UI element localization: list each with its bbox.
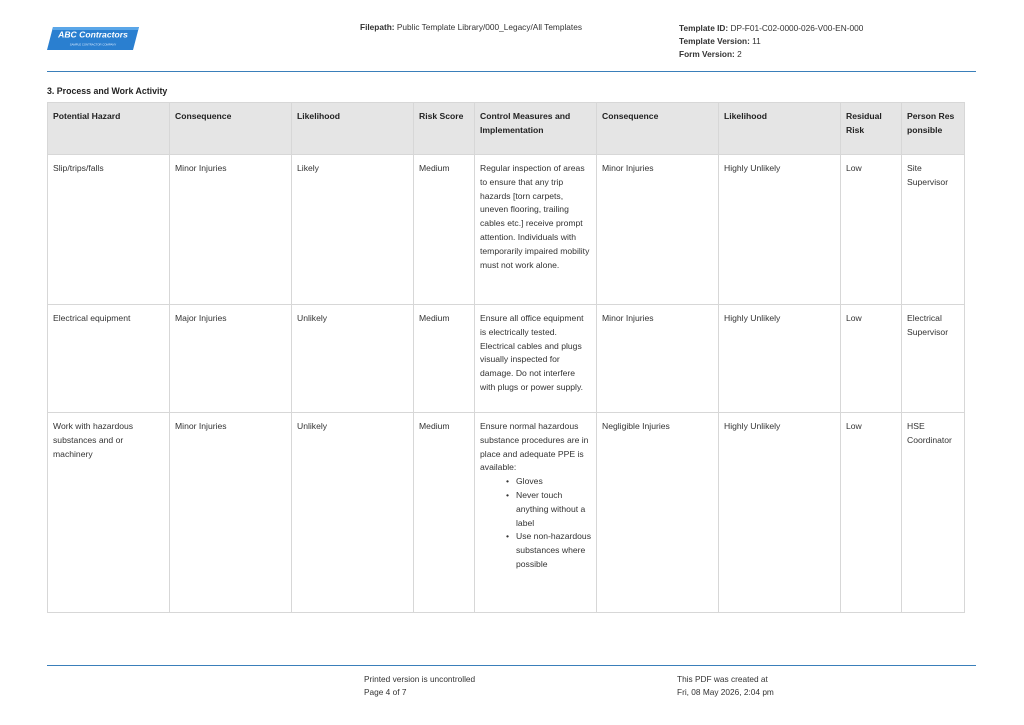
list-item: • Never touch anything without a label [516,489,591,530]
cell-likelihood: Likely [292,155,414,305]
page-number: Page 4 of 7 [364,687,407,697]
section-title: 3. Process and Work Activity [47,86,168,96]
cell-person-responsible: Electrical Supervisor [902,305,965,413]
logo-subtext: SAMPLE CONTRACTOR COMPANY [69,42,117,47]
cell-person-responsible: HSE Coordinator [902,413,965,613]
cell-risk-score: Medium [414,413,475,613]
company-logo [47,26,139,51]
template-id [679,22,863,35]
table-header-row [48,103,965,155]
cell-risk-score: Medium [414,305,475,413]
cell-hazard: Work with hazardous substances and or machinery [48,413,170,613]
cell-person-responsible: Site Supervisor [902,155,965,305]
cell-likelihood: Unlikely [292,305,414,413]
created-label: This PDF was created at [677,674,768,684]
cell-control-measures [475,413,597,613]
filepath-label: Filepath: [360,22,395,32]
cell-residual-risk: Low [841,305,902,413]
cell-residual-likelihood: Highly Unlikely [719,305,841,413]
cell-residual-likelihood: Highly Unlikely [719,413,841,613]
header-likelihood: Likelihood [292,103,414,155]
form-version-value: 2 [734,49,742,59]
ppe-list [480,475,591,572]
cell-control-measures: Ensure all office equipment is electrically tested. Electrical cables and plugs visually inspected for damage. Do not interfere with plugs or power supply. [475,305,597,413]
cell-residual-consequence: Minor Injuries [597,155,719,305]
header-consequence: Consequence [170,103,292,155]
template-id-label: Template ID: [679,23,729,33]
uncontrolled-notice: Printed version is uncontrolled [364,674,476,684]
table-row [48,413,965,613]
cell-control-measures: Regular inspection of areas to ensure that any trip hazards [torn carpets, uneven flooring, trailing cables etc.] receive prompt attention. Individuals with temporarily impaired mobility must not work alone. [475,155,597,305]
template-meta [679,22,863,61]
footer-divider [47,665,976,666]
cell-residual-consequence: Negligible Injuries [597,413,719,613]
header-control-measures: Control Measures and Implementation [475,103,597,155]
cell-consequence: Minor Injuries [170,413,292,613]
table-row [48,155,965,305]
header-risk-score: Risk Score [414,103,475,155]
cell-likelihood: Unlikely [292,413,414,613]
cell-hazard: Slip/trips/falls [48,155,170,305]
logo-text: ABC Contractors [58,29,128,40]
form-version [679,48,863,61]
control-measures-text: Ensure normal hazardous substance procedures are in place and adequate PPE is available: [480,421,589,473]
template-id-value: DP-F01-C02-0000-026-V00-EN-000 [728,23,864,33]
created-date: Fri, 08 May 2026, 2:04 pm [677,687,774,697]
template-version-value: 11 [749,36,761,46]
cell-hazard: Electrical equipment [48,305,170,413]
header-residual-risk: Residual Risk [841,103,902,155]
cell-residual-consequence: Minor Injuries [597,305,719,413]
filepath-value: Public Template Library/000_Legacy/All Templates [394,22,582,32]
cell-consequence: Major Injuries [170,305,292,413]
cell-residual-risk: Low [841,155,902,305]
header-person-responsible: Person Responsible [902,103,965,155]
header-residual-consequence: Consequence [597,103,719,155]
cell-residual-likelihood: Highly Unlikely [719,155,841,305]
footer-left [364,673,475,699]
header-divider [47,71,976,72]
header-residual-likelihood: Likelihood [719,103,841,155]
list-item: • Use non-hazardous substances where possible [516,530,591,571]
risk-assessment-table [47,102,965,613]
cell-consequence: Minor Injuries [170,155,292,305]
footer-right [677,673,774,699]
template-version-label: Template Version: [679,36,750,46]
logo-badge [47,26,139,51]
template-version [679,35,863,48]
list-item: • Gloves [516,475,591,489]
header-potential-hazard: Potential Hazard [48,103,170,155]
cell-residual-risk: Low [841,413,902,613]
cell-risk-score: Medium [414,155,475,305]
form-version-label: Form Version: [679,49,735,59]
filepath [360,22,582,32]
table-row [48,305,965,413]
